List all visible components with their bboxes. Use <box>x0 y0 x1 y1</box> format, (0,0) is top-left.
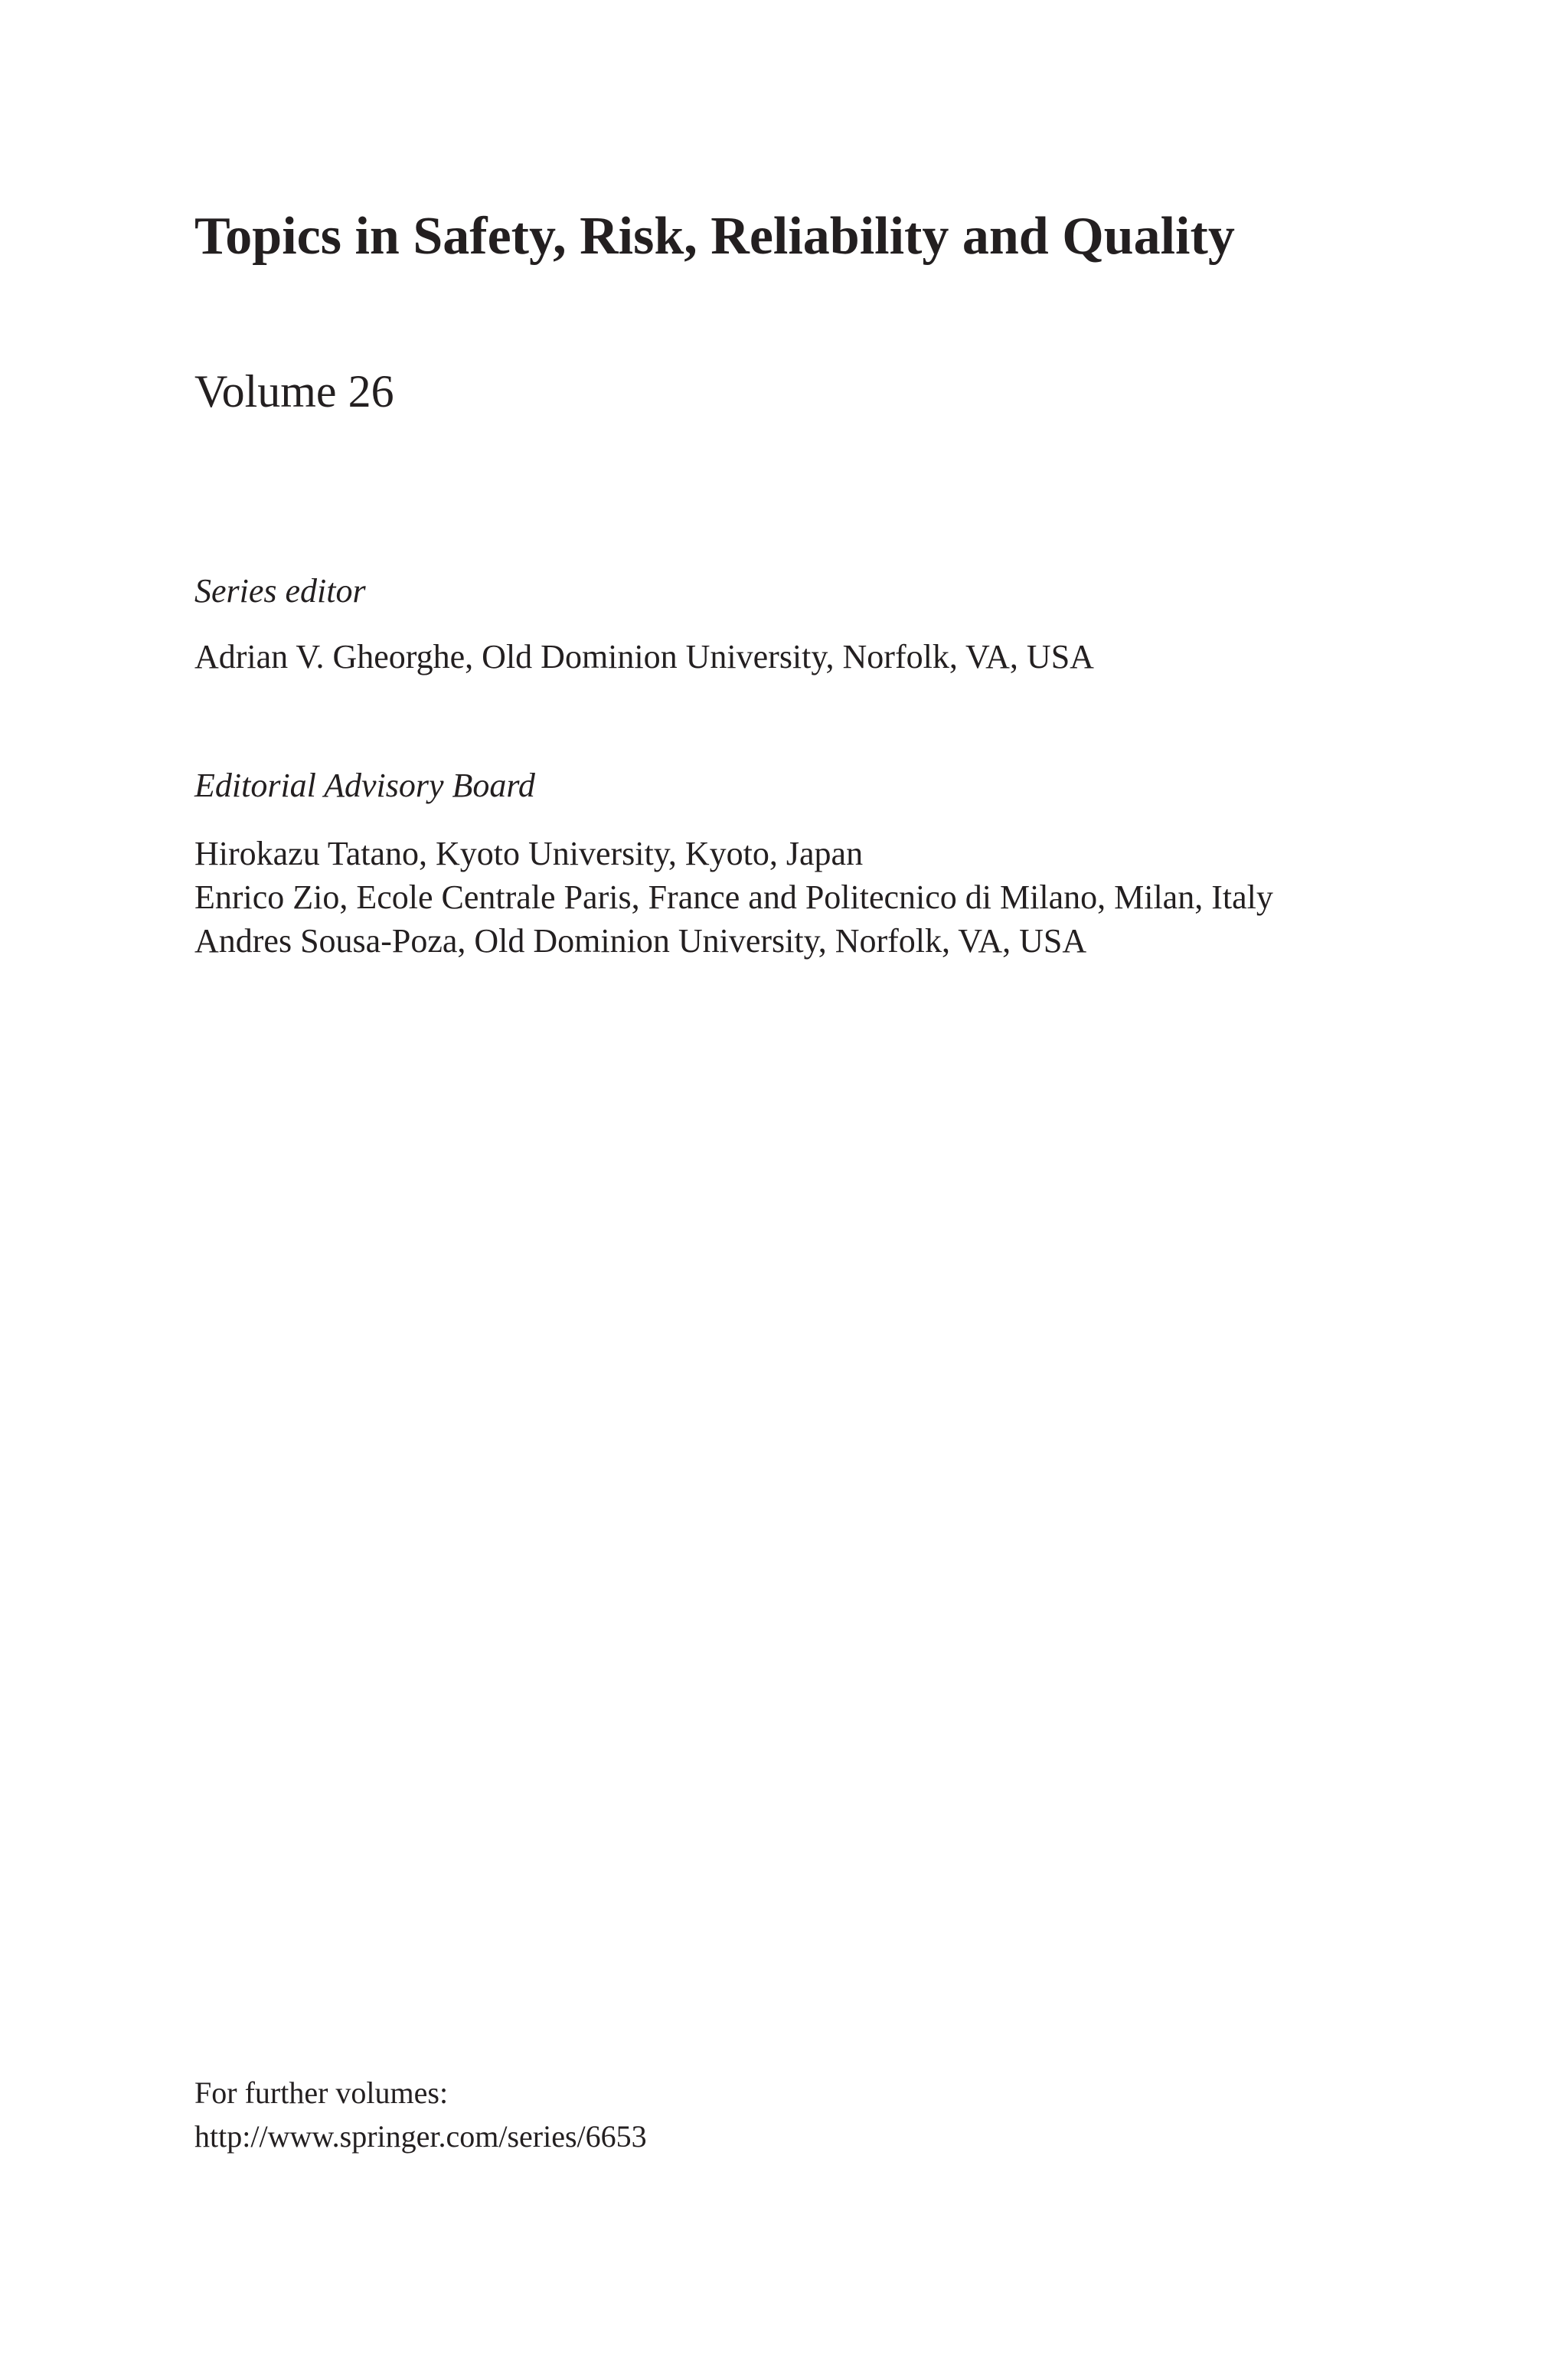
editorial-board-list <box>194 832 1273 963</box>
further-volumes-label: For further volumes: <box>194 2075 449 2110</box>
series-editor-label: Series editor <box>194 572 366 610</box>
board-member: Hirokazu Tatano, Kyoto University, Kyoto, Japan <box>194 835 864 872</box>
series-title: Topics in Safety, Risk, Reliability and Quality <box>194 207 1235 266</box>
series-editor-name: Adrian V. Gheorghe, Old Dominion University, Norfolk, VA, USA <box>194 638 1094 675</box>
board-member: Enrico Zio, Ecole Centrale Paris, France and Politecnico di Milano, Milan, Italy <box>194 878 1273 916</box>
editorial-board-label: Editorial Advisory Board <box>194 767 535 804</box>
board-member: Andres Sousa-Poza, Old Dominion University, Norfolk, VA, USA <box>194 922 1087 960</box>
further-volumes <box>194 2071 647 2158</box>
volume-number: Volume 26 <box>194 366 394 417</box>
series-url-link[interactable]: http://www.springer.com/series/6653 <box>194 2119 647 2154</box>
